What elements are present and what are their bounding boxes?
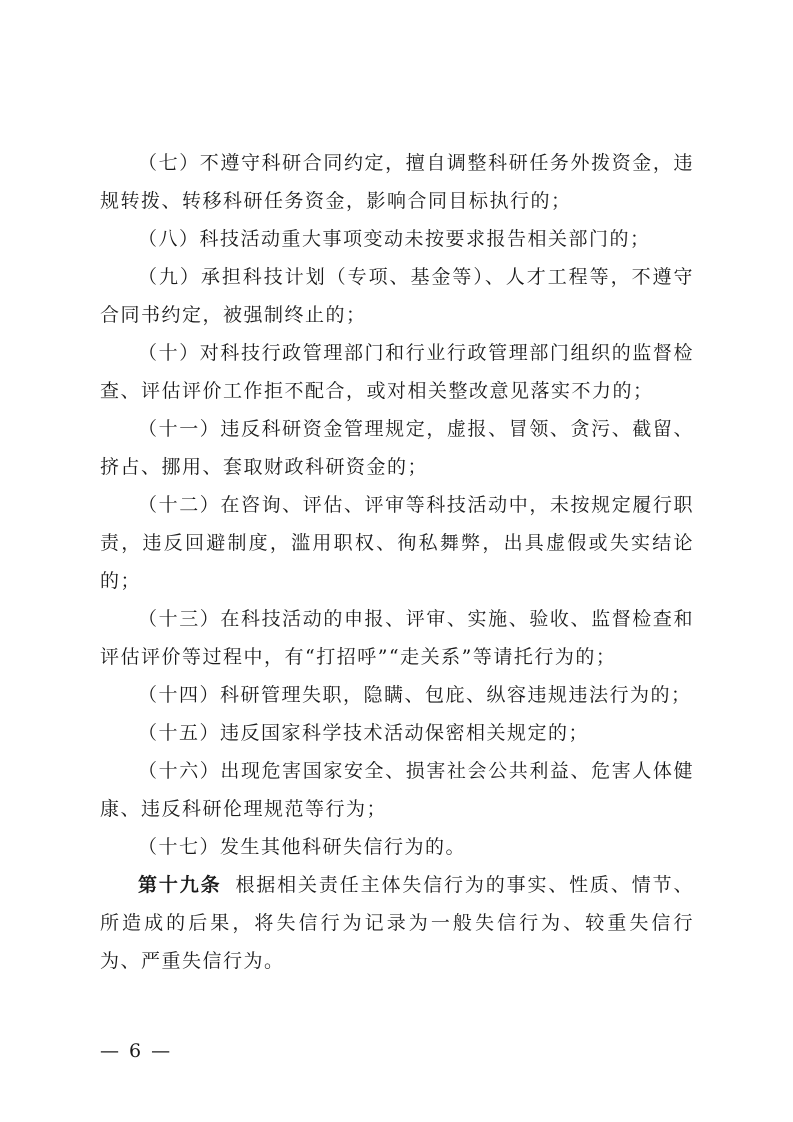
document-body: [100, 144, 694, 980]
list-item-10: （十）对科技行政管理部门和行业行政管理部门组织的监督检查、评估评价工作拒不配合，或对相关整改意见落实不力的；: [100, 342, 694, 402]
article-19: [100, 866, 694, 980]
list-item-17: （十七）发生其他科研失信行为的。: [138, 836, 467, 858]
article-label: 第十九条: [138, 874, 222, 896]
list-item-15: （十五）违反国家科学技术活动保密相关规定的；: [138, 722, 590, 744]
list-item-7: （七）不遵守科研合同约定，擅自调整科研任务外拨资金，违规转拨、转移科研任务资金，影响合同目标执行的；: [100, 152, 694, 212]
list-item-8: （八）科技活动重大事项变动未按要求报告相关部门的；: [138, 228, 651, 250]
list-item-12: （十二）在咨询、评估、评审等科技活动中，未按规定履行职责，违反回避制度，滥用职权、徇私舞弊，出具虚假或失实结论的；: [100, 494, 694, 592]
article-text: 根据相关责任主体失信行为的事实、性质、情节、所造成的后果，将失信行为记录为一般失信行为、较重失信行为、严重失信行为。: [100, 874, 694, 972]
list-item-14: （十四）科研管理失职，隐瞒、包庇、纵容违规违法行为的；: [138, 684, 692, 706]
list-item-9: （九）承担科技计划（专项、基金等）、人才工程等，不遵守合同书约定，被强制终止的；: [100, 266, 694, 326]
page-number: — 6 —: [100, 1040, 173, 1062]
list-item-13: （十三）在科技活动的申报、评审、实施、验收、监督检查和评估评价等过程中，有“打招呼”“走关系”等请托行为的；: [100, 608, 694, 668]
list-item-16: （十六）出现危害国家安全、损害社会公共利益、危害人体健康、违反科研伦理规范等行为；: [100, 760, 694, 820]
list-item-11: （十一）违反科研资金管理规定，虚报、冒领、贪污、截留、挤占、挪用、套取财政科研资金的；: [100, 418, 694, 478]
